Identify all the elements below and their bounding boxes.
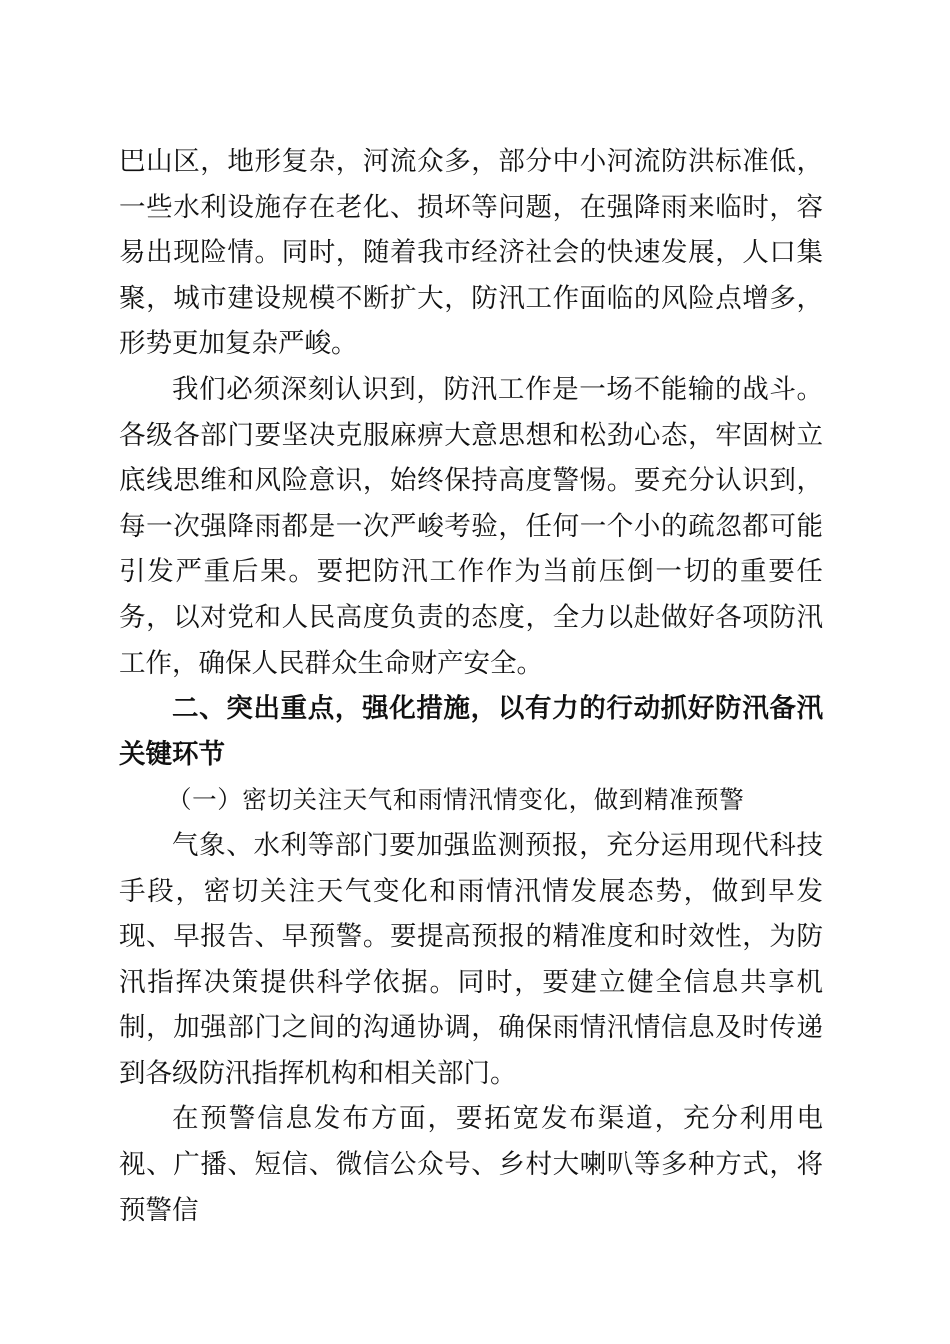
paragraph-monitoring: 气象、水利等部门要加强监测预报，充分运用现代科技手段，密切关注天气变化和雨情汛情发展态势，做到早发现、早报告、早预警。要提高预报的精准度和时效性，为防汛指挥决策提供科学依据。同时，要建立健全信息共享机制，加强部门之间的沟通协调，确保雨情汛情信息及时传递到各级防汛指挥机构和相关部门。 [119,829,823,1089]
paragraph-awareness: 我们必须深刻认识到，防汛工作是一场不能输的战斗。各级各部门要坚决克服麻痹大意思想和松劲心态，牢固树立底线思维和风险意识，始终保持高度警惕。要充分认识到，每一次强降雨都是一次严峻考验，任何一个小的疏忽都可能引发严重后果。要把防汛工作作为当前压倒一切的重要任务，以对党和人民高度负责的态度，全力以赴做好各项防汛工作，确保人民群众生命财产安全。 [119,373,823,679]
paragraph-continuation: 巴山区，地形复杂，河流众多，部分中小河流防洪标准低，一些水利设施存在老化、损坏等问题，在强降雨来临时，容易出现险情。同时，随着我市经济社会的快速发展，人口集聚，城市建设规模不断扩大，防汛工作面临的风险点增多，形势更加复杂严峻。 [119,146,823,360]
paragraph-warning-release: 在预警信息发布方面，要拓宽发布渠道，充分利用电视、广播、短信、微信公众号、乡村大喇叭等多种方式，将预警信 [119,1103,823,1226]
section-heading: 二、突出重点，强化措施，以有力的行动抓好防汛备汛关键环节 [119,693,823,770]
document-body [119,139,823,1233]
subsection-heading: （一）密切关注天气和雨情汛情变化，做到精准预警 [167,785,745,815]
